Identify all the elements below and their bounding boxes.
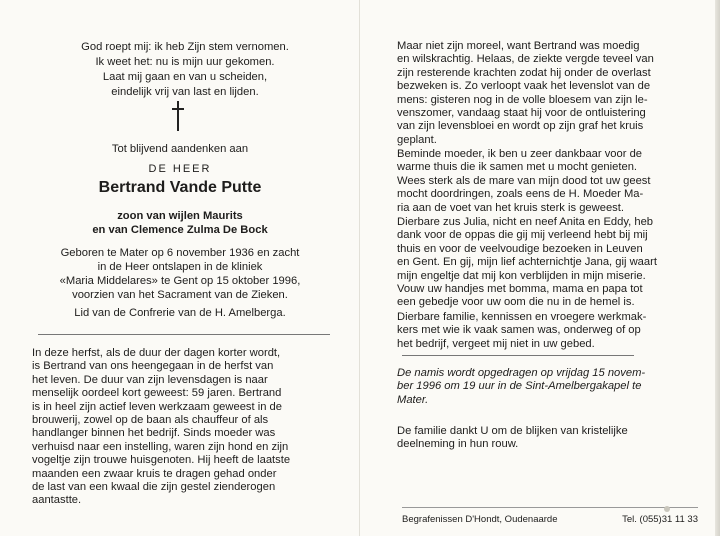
right-paragraph-4 <box>397 311 692 351</box>
poem-line: Ik weet het: nu is mijn uur gekomen. <box>95 56 275 68</box>
poem-line: Laat mij gaan en van u scheiden, <box>102 71 268 83</box>
mass-notice-line: De namis wordt opgedragen op vrijdag 15 novem- <box>397 367 646 379</box>
thanks-note <box>397 425 692 452</box>
paragraph-line: warme thuis die ik samen met u mocht genieten. <box>397 161 638 174</box>
parents-line: zoon van wijlen Maurits <box>117 210 243 222</box>
birth-death-line: in de Heer ontslapen in de kliniek <box>97 261 263 273</box>
paragraph-line: ria aan de voet van het kruis sterk is geweest. <box>397 201 624 214</box>
undertaker-name: Begrafenissen D'Hondt, Oudenaarde <box>402 514 558 525</box>
left-paragraph <box>32 347 332 508</box>
birth-death-info <box>30 246 330 302</box>
thanks-line: deelneming in hun rouw. <box>397 438 519 451</box>
right-page <box>360 0 720 536</box>
paragraph-line: maanden een zwaar kruis te dragen gehad onder <box>32 467 277 480</box>
paragraph-line: het bedrijf, vergeet mij niet in uw gebed. <box>397 337 595 350</box>
poem-line: eindelijk vrij van last en lijden. <box>111 86 259 98</box>
deceased-name: Bertrand Vande Putte <box>98 179 262 196</box>
paragraph-line: zijn resterende krachten zodat hij onder de overlast <box>397 66 651 79</box>
card-edge <box>715 0 720 536</box>
mass-notice-line: ber 1996 om 19 uur in de Sint-Amelbergakapel te <box>397 380 642 393</box>
paragraph-line: en wilskrachtig. Helaas, de ziekte vergde teveel van <box>397 53 654 66</box>
paragraph-line: Beminde moeder, ik ben u zeer dankbaar voor de <box>397 148 643 160</box>
undertaker-phone: Tel. (055)31 11 33 <box>622 514 698 525</box>
paragraph-line: een gebedje voor uw oom die nu in de hemel is. <box>397 296 635 309</box>
paragraph-line: mijn engeltje dat mij kon verblijden in mijn miserie. <box>397 269 646 282</box>
paragraph-line: mocht doordringen, zoals eens de H. Moeder Ma- <box>397 188 644 201</box>
paragraph-line: Dierbare familie, kennissen en vroegere werkmak- <box>397 311 647 323</box>
footer-divider <box>402 507 698 508</box>
paragraph-line: Vouw uw handjes met bomma, mama en papa tot <box>397 283 643 296</box>
paragraph-line: het leven. De duur van zijn levensdagen is naar <box>32 373 268 386</box>
poem <box>40 40 330 100</box>
paragraph-line: kers met wie ik vaak samen was, onderweg of op <box>397 324 641 337</box>
birth-death-line: «Maria Middelares» te Gent op 15 oktober 1996, <box>59 275 301 287</box>
mass-notice-line: Mater. <box>397 393 429 406</box>
paragraph-line: handlanger binnen het bedrijf. Sinds moeder was <box>32 427 276 440</box>
remembrance-line: Tot blijvend aandenken aan <box>111 143 249 155</box>
right-paragraph-2 <box>397 148 692 215</box>
paragraph-line: de last van een kwaal die zijn gestel zienderogen <box>32 481 276 494</box>
membership: Lid van de Confrerie van de H. Amelberga. <box>74 307 286 319</box>
birth-death-line: Geboren te Mater op 6 november 1936 en zacht <box>60 247 300 259</box>
right-paragraph-1 <box>397 40 692 147</box>
parents <box>30 209 330 237</box>
paragraph-line: geplant. <box>397 133 437 146</box>
paragraph-line: aantastte. <box>32 494 82 507</box>
paragraph-line: menselijk oordeel kort geweest: 59 jaren. Bertrand <box>32 387 282 400</box>
birth-death-line: voorzien van het Sacrament van de Zieken. <box>72 289 288 301</box>
thanks-line: De familie dankt U om de blijken van kristelijke <box>397 425 628 437</box>
paragraph-line: mens: gisteren nog in de volle bloesem van zijn le- <box>397 93 648 106</box>
paragraph-line: is Bertrand van ons heengegaan in de herfst van <box>32 360 274 373</box>
paragraph-line: In deze herfst, als de duur der dagen korter wordt, <box>32 347 281 359</box>
paragraph-line: dank voor de oppas die gij mij verleend hebt bij mij <box>397 229 648 242</box>
paragraph-line: Maar niet zijn moreel, want Bertrand was moedig <box>397 40 640 52</box>
divider <box>402 355 634 356</box>
paragraph-line: bezweken is. Zo verloopt vaak het levenslot van de <box>397 80 651 93</box>
paragraph-line: vogeltje zijn trouwe huisgenoten. Hij heeft de laatste <box>32 454 291 467</box>
cross-icon <box>172 101 184 131</box>
footer <box>402 514 698 525</box>
poem-line: God roept mij: ik heb Zijn stem vernomen. <box>81 41 289 53</box>
right-paragraph-3 <box>397 216 692 310</box>
title-de-heer: DE HEER <box>148 163 212 175</box>
paragraph-line: thuis en voor de veelvoudige bezoeken in Leuven <box>397 242 643 255</box>
paragraph-line: venszomer, vandaag staat hij voor de ontluistering <box>397 107 646 120</box>
paragraph-line: brouwerij, zowel op de baan als chauffeur of als <box>32 414 269 427</box>
paper-mark <box>664 506 670 512</box>
divider <box>38 334 330 335</box>
parents-line: en van Clemence Zulma De Bock <box>92 224 268 236</box>
paragraph-line: van zijn levensbloei en wordt op zijn graf het kruis <box>397 120 644 133</box>
paragraph-line: is in heel zijn actief leven werkzaam geweest in de <box>32 400 282 413</box>
mass-notice <box>397 367 692 407</box>
paragraph-line: Wees sterk als de mare van mijn dood tot uw geest <box>397 174 651 187</box>
paragraph-line: en Gent. En gij, mijn lief achternichtje Jana, gij waart <box>397 256 657 269</box>
paragraph-line: Dierbare zus Julia, nicht en neef Anita en Eddy, heb <box>397 216 654 228</box>
paragraph-line: verhuisd naar een instelling, waren zijn hond en zijn <box>32 440 289 453</box>
